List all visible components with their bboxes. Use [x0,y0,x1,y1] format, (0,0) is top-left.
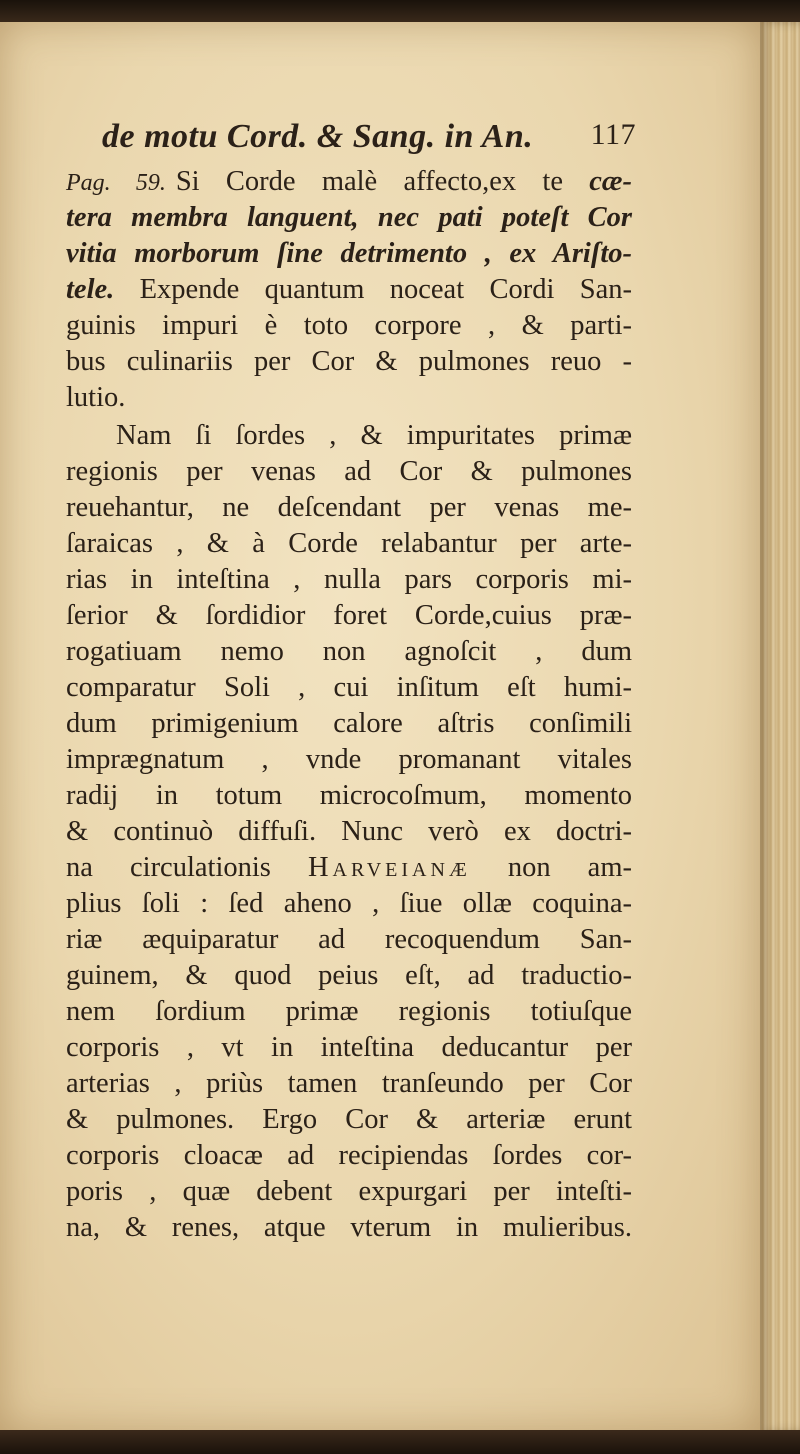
small-caps-name: Harveianæ [307,852,471,883]
text-line: arterias , priùs tamen tranſeundo per Cor [66,1068,632,1099]
text-line: riæ æquiparatur ad recoquendum San- [66,924,632,955]
text-line [66,200,632,236]
text-line: radij in totum microcoſmum, momento [66,780,632,811]
italic-text: vitia morborum ſine detrimento , ex Ariſto- [66,238,632,269]
text-line: corporis , vt in inteſtina deducantur per [66,1032,632,1063]
text-line: imprægnatum , vnde promanant vitales [66,744,632,775]
text-line: lutio. [66,382,126,413]
italic-text: tele. [66,274,115,305]
text-line: guinis impuri è toto corpore , & parti- [66,310,632,341]
text-line: corporis cloacæ ad recipiendas ſordes cor- [66,1140,632,1171]
text-line: nem ſordium primæ regionis totiuſque [66,996,632,1027]
page-fore-edge [760,22,800,1432]
text-line: plius ſoli : ſed aheno , ſiue ollæ coquina- [66,888,632,919]
running-title: de motu Cord. & Sang. in An. [102,118,534,155]
top-book-edge [0,0,800,24]
text-line: Nam ſi ſordes , & impuritates primæ [116,420,632,451]
text-block [66,110,636,1246]
text-line: ſerior & ſordidior foret Corde,cuius præ- [66,600,632,631]
text-line: ſaraicas , & à Corde relabantur per arte- [66,528,632,559]
line-text: non am- [470,852,632,883]
text-line: comparatur Soli , cui inſitum eſt humi- [66,672,632,703]
italic-text: cæ- [589,166,632,197]
paragraph-1 [66,164,632,416]
text-line: regionis per venas ad Cor & pulmones [66,456,632,487]
line-text: na circulationis [66,852,308,883]
paragraph-2 [66,418,632,1246]
text-line: guinem, & quod peius eſt, ad traductio- [66,960,632,991]
bottom-book-edge [0,1430,800,1454]
running-head [66,110,636,164]
text-line [66,164,632,200]
text-line: rogatiuam nemo non agnoſcit , dum [66,636,632,667]
book-page [0,22,760,1432]
text-line: rias in inteſtina , nulla pars corporis mi- [66,564,632,595]
text-line: & pulmones. Ergo Cor & arteriæ erunt [66,1104,632,1135]
page-number: 117 [590,118,636,151]
text-line: poris , quæ debent expurgari per inteſti- [66,1176,632,1207]
text-line: dum primigenium calore aſtris conſimili [66,708,632,739]
text-line [66,850,632,886]
text-line: na, & renes, atque vterum in mulieribus. [66,1212,632,1243]
text-line [66,272,632,308]
line-text: Si Corde malè affecto,ex te [175,166,590,197]
text-line: & continuò diffuſi. Nunc verò ex doctri- [66,816,632,847]
text-line [66,236,632,272]
line-text: Expende quantum noceat Cordi San- [114,274,632,305]
text-line: reuehantur, ne deſcendant per venas me- [66,492,632,523]
text-line: bus culinariis per Cor & pulmones reuo - [66,346,632,377]
page-reference: Pag. 59. [66,170,166,196]
italic-text: tera membra languent, nec pati poteſt Cor [66,202,632,233]
